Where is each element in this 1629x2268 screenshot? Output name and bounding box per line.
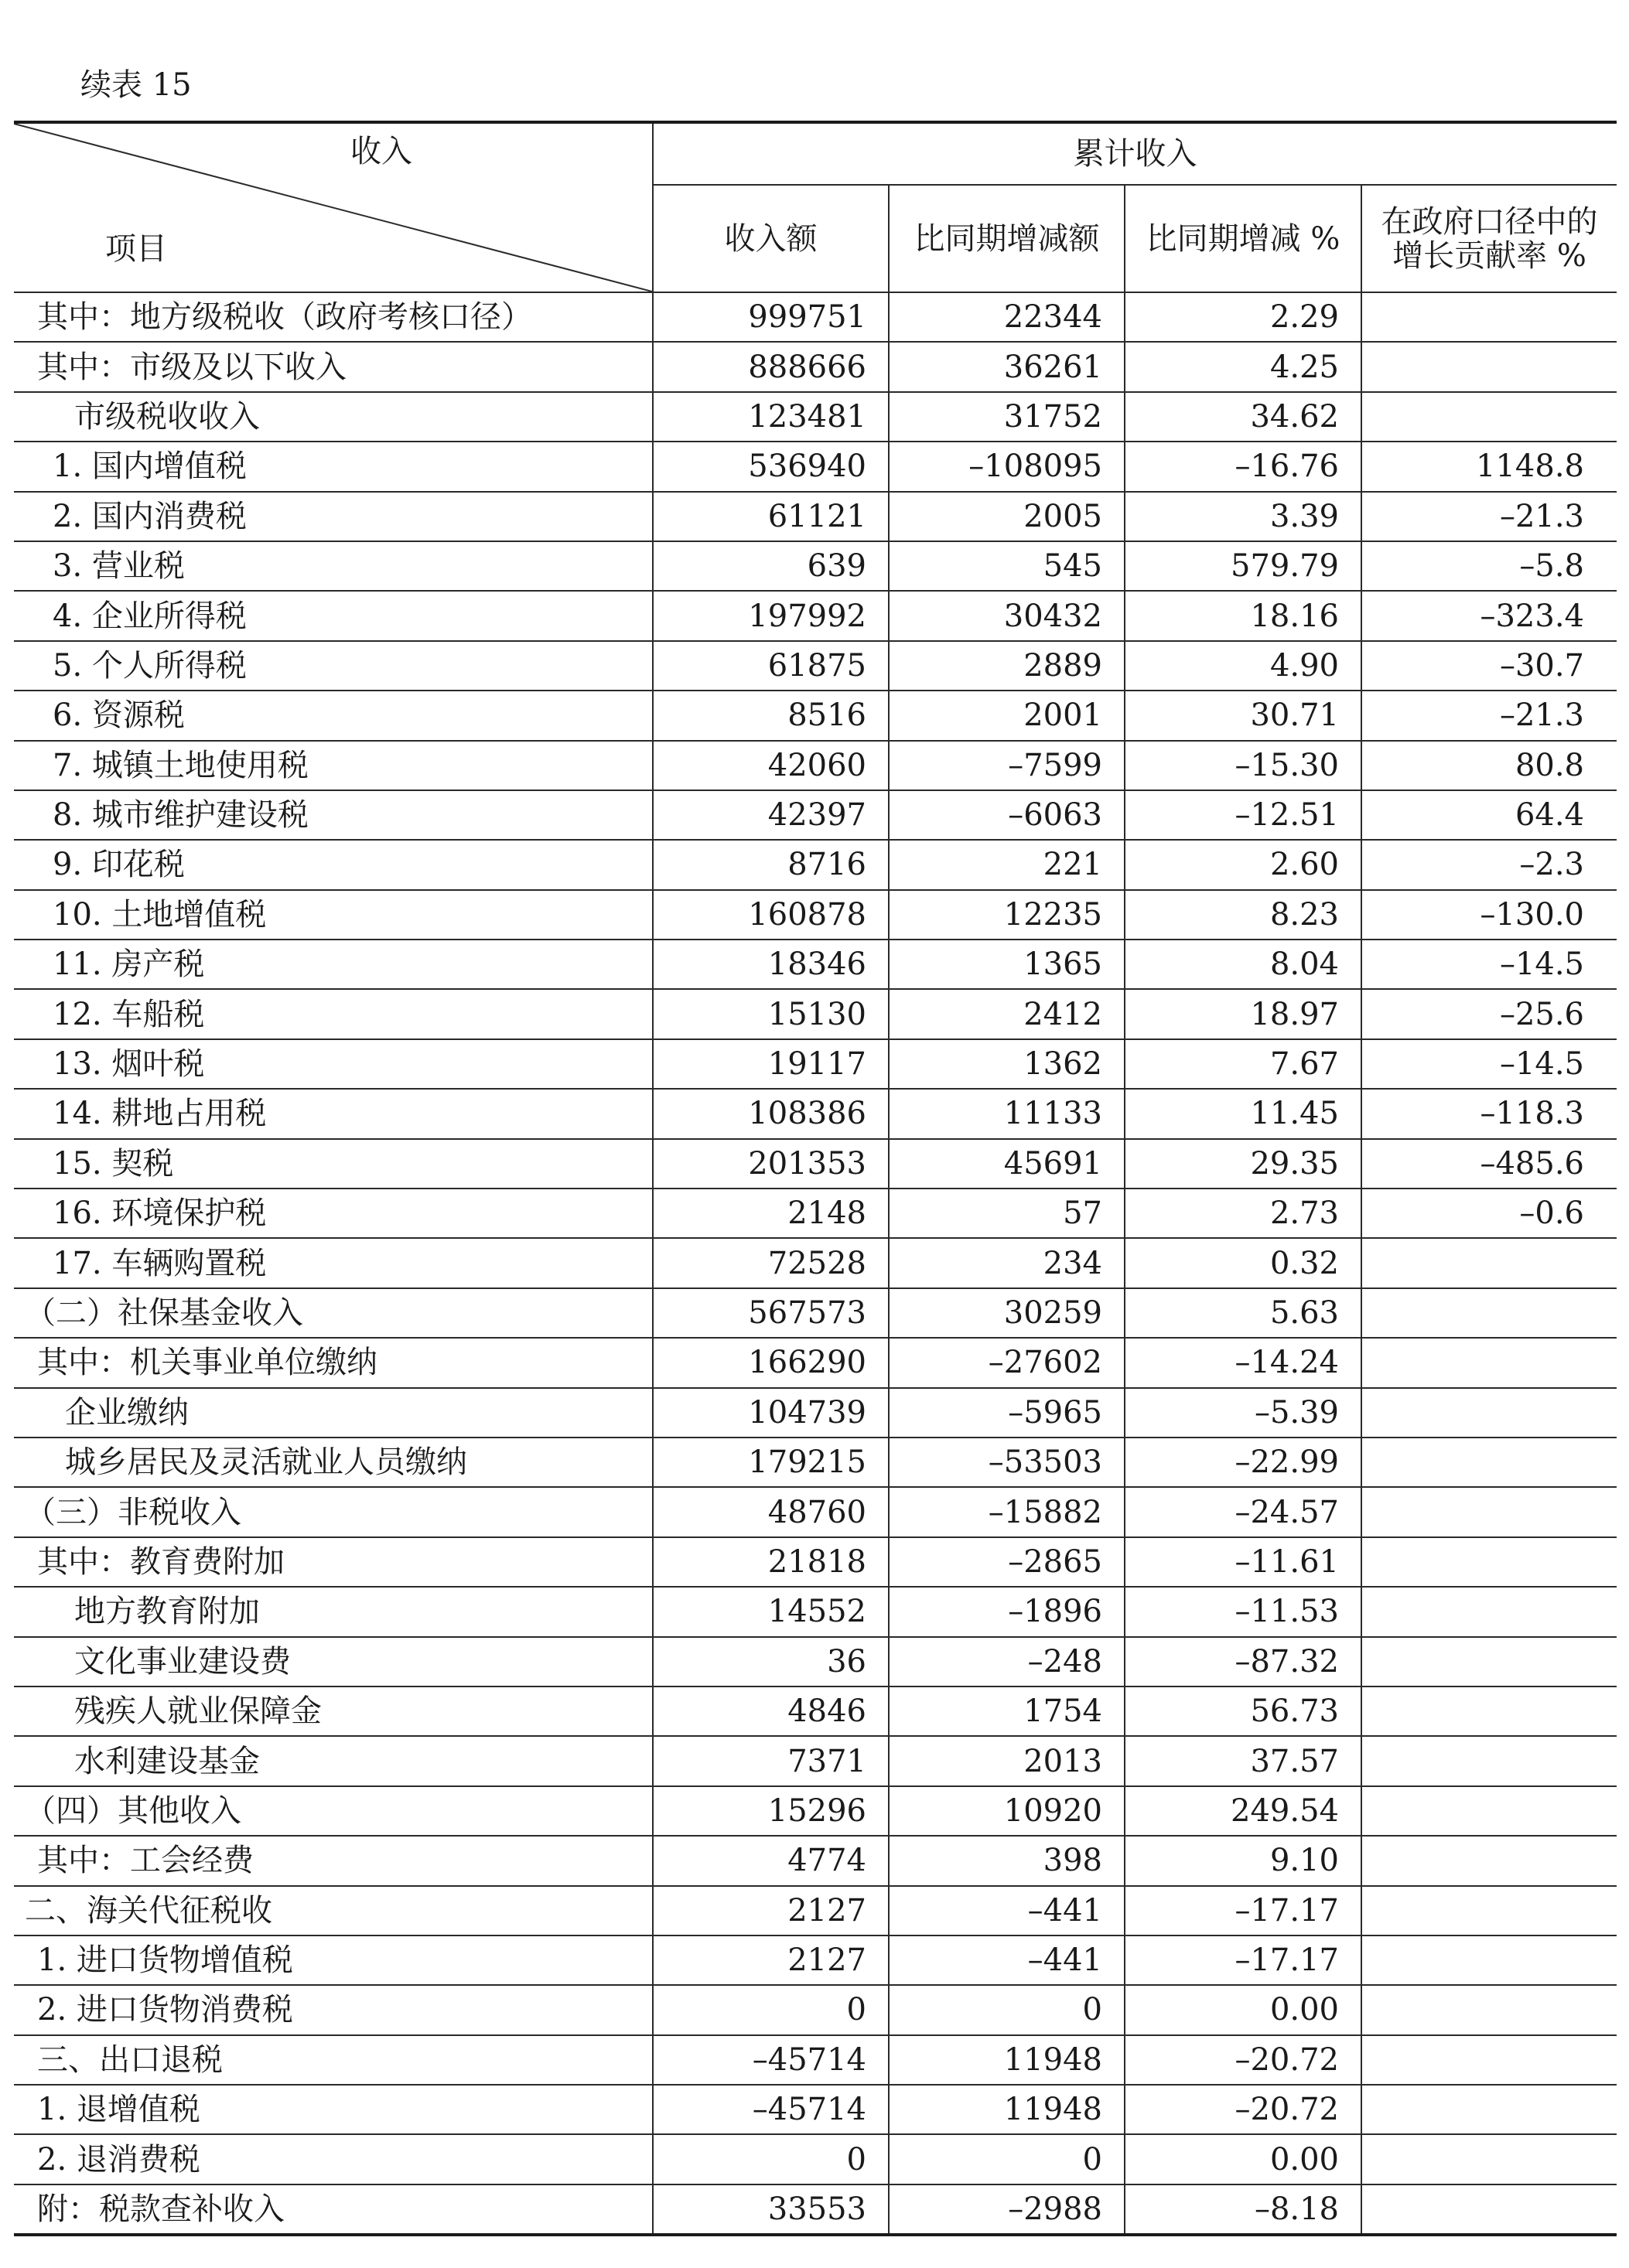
row-amount-cell: 2148: [653, 1189, 889, 1238]
row-name-cell: 4. 企业所得税: [14, 591, 653, 640]
row-pct-cell: 0.00: [1125, 2134, 1361, 2184]
row-change-cell: 2001: [889, 691, 1125, 740]
row-amount-cell: 48760: [653, 1487, 889, 1536]
table-row: [14, 1687, 1617, 1736]
row-name-cell: 企业缴纳: [14, 1388, 653, 1438]
row-name-cell: 文化事业建设费: [14, 1637, 653, 1687]
row-name-cell: 1. 国内增值税: [14, 442, 653, 491]
row-contribution-cell: [1361, 2035, 1617, 2085]
row-name-cell: 10. 土地增值税: [14, 890, 653, 940]
row-name-cell: 地方教育附加: [14, 1587, 653, 1636]
row-name-cell: 残疾人就业保障金: [14, 1687, 653, 1736]
row-contribution-cell: [1361, 292, 1617, 342]
row-contribution-cell: –14.5: [1361, 940, 1617, 989]
row-change-cell: 30432: [889, 591, 1125, 640]
row-contribution-cell: [1361, 1487, 1617, 1536]
row-name-cell: 16. 环境保护税: [14, 1189, 653, 1238]
row-amount-cell: 4774: [653, 1836, 889, 1885]
row-change-cell: –5965: [889, 1388, 1125, 1438]
row-change-cell: 0: [889, 1985, 1125, 2034]
row-contribution-cell: –118.3: [1361, 1089, 1617, 1138]
row-contribution-cell: 64.4: [1361, 790, 1617, 840]
row-name-cell: 3. 营业税: [14, 541, 653, 591]
row-contribution-cell: –485.6: [1361, 1139, 1617, 1189]
row-contribution-cell: [1361, 1388, 1617, 1438]
row-amount-cell: 61121: [653, 492, 889, 541]
table-row: [14, 1189, 1617, 1238]
row-name-cell: 6. 资源税: [14, 691, 653, 740]
row-pct-cell: 4.25: [1125, 342, 1361, 391]
corner-header-cell: [14, 122, 653, 292]
table-row: [14, 541, 1617, 591]
row-amount-cell: 14552: [653, 1587, 889, 1636]
row-pct-cell: 249.54: [1125, 1786, 1361, 1836]
table-row: [14, 840, 1617, 889]
row-amount-cell: 104739: [653, 1388, 889, 1438]
row-change-cell: –15882: [889, 1487, 1125, 1536]
table-row: [14, 641, 1617, 691]
row-amount-cell: 15130: [653, 989, 889, 1039]
row-change-cell: 2889: [889, 641, 1125, 691]
row-name-cell: 8. 城市维护建设税: [14, 790, 653, 840]
table-row: [14, 790, 1617, 840]
row-name-cell: 其中：市级及以下收入: [14, 342, 653, 391]
row-pct-cell: 7.67: [1125, 1039, 1361, 1089]
row-contribution-cell: [1361, 1587, 1617, 1636]
row-change-cell: 2013: [889, 1736, 1125, 1785]
col-header-amount: 收入额: [653, 185, 889, 292]
table-row: [14, 890, 1617, 940]
row-amount-cell: 2127: [653, 1886, 889, 1935]
row-contribution-cell: [1361, 1637, 1617, 1687]
row-name-cell: 市级税收收入: [14, 392, 653, 442]
cumulative-revenue-header: 累计收入: [653, 122, 1617, 185]
row-contribution-cell: [1361, 1786, 1617, 1836]
row-change-cell: –108095: [889, 442, 1125, 491]
corner-label-revenue: 收入: [350, 134, 412, 169]
row-pct-cell: 18.16: [1125, 591, 1361, 640]
row-pct-cell: –22.99: [1125, 1438, 1361, 1487]
row-amount-cell: 61875: [653, 641, 889, 691]
row-contribution-cell: [1361, 1288, 1617, 1338]
row-amount-cell: 7371: [653, 1736, 889, 1785]
table-row: [14, 292, 1617, 342]
row-name-cell: 2. 进口货物消费税: [14, 1985, 653, 2034]
row-name-cell: 城乡居民及灵活就业人员缴纳: [14, 1438, 653, 1487]
row-pct-cell: 18.97: [1125, 989, 1361, 1039]
row-amount-cell: 179215: [653, 1438, 889, 1487]
table-row: [14, 1736, 1617, 1785]
col-header-change: 比同期增减额: [889, 185, 1125, 292]
table-row: [14, 1039, 1617, 1089]
row-pct-cell: 8.04: [1125, 940, 1361, 989]
row-change-cell: 0: [889, 2134, 1125, 2184]
row-pct-cell: –24.57: [1125, 1487, 1361, 1536]
row-name-cell: 1. 退增值税: [14, 2085, 653, 2134]
table-row: [14, 1238, 1617, 1287]
corner-label-item: 项目: [105, 231, 167, 267]
row-contribution-cell: [1361, 1238, 1617, 1287]
table-row: [14, 1935, 1617, 1985]
row-amount-cell: 8716: [653, 840, 889, 889]
row-amount-cell: 201353: [653, 1139, 889, 1189]
row-amount-cell: 21818: [653, 1537, 889, 1587]
row-amount-cell: 19117: [653, 1039, 889, 1089]
row-amount-cell: –45714: [653, 2085, 889, 2134]
row-contribution-cell: 1148.8: [1361, 442, 1617, 491]
row-contribution-cell: –21.3: [1361, 492, 1617, 541]
table-row: [14, 1288, 1617, 1338]
row-change-cell: 2412: [889, 989, 1125, 1039]
table-row: [14, 591, 1617, 640]
table-body: [14, 292, 1617, 2235]
row-pct-cell: –17.17: [1125, 1886, 1361, 1935]
row-contribution-cell: [1361, 1687, 1617, 1736]
row-name-cell: （二）社保基金收入: [14, 1288, 653, 1338]
row-name-cell: 5. 个人所得税: [14, 641, 653, 691]
row-contribution-cell: [1361, 1935, 1617, 1985]
col-header-contribution-line2: 增长贡献率 %: [1392, 237, 1586, 274]
row-pct-cell: 5.63: [1125, 1288, 1361, 1338]
row-name-cell: 其中：教育费附加: [14, 1537, 653, 1587]
row-amount-cell: 536940: [653, 442, 889, 491]
table-row: [14, 691, 1617, 740]
row-contribution-cell: –130.0: [1361, 890, 1617, 940]
row-amount-cell: 42060: [653, 741, 889, 790]
row-amount-cell: 160878: [653, 890, 889, 940]
row-name-cell: 14. 耕地占用税: [14, 1089, 653, 1138]
row-change-cell: –441: [889, 1886, 1125, 1935]
row-pct-cell: –5.39: [1125, 1388, 1361, 1438]
row-change-cell: 1365: [889, 940, 1125, 989]
row-pct-cell: 29.35: [1125, 1139, 1361, 1189]
row-change-cell: 36261: [889, 342, 1125, 391]
row-amount-cell: 888666: [653, 342, 889, 391]
row-name-cell: 2. 退消费税: [14, 2134, 653, 2184]
row-contribution-cell: [1361, 1836, 1617, 1885]
row-name-cell: 15. 契税: [14, 1139, 653, 1189]
table-row: [14, 2035, 1617, 2085]
table-caption: 续表 15: [80, 67, 192, 103]
row-pct-cell: –16.76: [1125, 442, 1361, 491]
row-name-cell: 二、海关代征税收: [14, 1886, 653, 1935]
table-row: [14, 1836, 1617, 1885]
row-contribution-cell: [1361, 2085, 1617, 2134]
table-row: [14, 492, 1617, 541]
row-contribution-cell: [1361, 2134, 1617, 2184]
row-pct-cell: 30.71: [1125, 691, 1361, 740]
row-change-cell: –2988: [889, 2184, 1125, 2235]
row-amount-cell: 567573: [653, 1288, 889, 1338]
row-pct-cell: –20.72: [1125, 2085, 1361, 2134]
row-amount-cell: 108386: [653, 1089, 889, 1138]
table-row: [14, 2184, 1617, 2235]
row-name-cell: 9. 印花税: [14, 840, 653, 889]
row-amount-cell: 0: [653, 1985, 889, 2034]
row-contribution-cell: [1361, 342, 1617, 391]
table-row: [14, 1338, 1617, 1387]
row-name-cell: （三）非税收入: [14, 1487, 653, 1536]
row-contribution-cell: –14.5: [1361, 1039, 1617, 1089]
table-row: [14, 342, 1617, 391]
row-change-cell: 1754: [889, 1687, 1125, 1736]
revenue-table: [14, 121, 1617, 2236]
row-name-cell: 7. 城镇土地使用税: [14, 741, 653, 790]
table-row: [14, 741, 1617, 790]
row-name-cell: 17. 车辆购置税: [14, 1238, 653, 1287]
row-name-cell: 其中：机关事业单位缴纳: [14, 1338, 653, 1387]
row-amount-cell: 2127: [653, 1935, 889, 1985]
col-header-contribution-line1: 在政府口径中的: [1381, 203, 1598, 240]
row-contribution-cell: –30.7: [1361, 641, 1617, 691]
row-name-cell: 三、出口退税: [14, 2035, 653, 2085]
row-change-cell: 398: [889, 1836, 1125, 1885]
row-pct-cell: 0.00: [1125, 1985, 1361, 2034]
row-amount-cell: 15296: [653, 1786, 889, 1836]
table-row: [14, 1637, 1617, 1687]
row-amount-cell: 8516: [653, 691, 889, 740]
table-row: [14, 2134, 1617, 2184]
row-name-cell: 13. 烟叶税: [14, 1039, 653, 1089]
row-pct-cell: 8.23: [1125, 890, 1361, 940]
table-row: [14, 1886, 1617, 1935]
row-pct-cell: 3.39: [1125, 492, 1361, 541]
row-change-cell: 11133: [889, 1089, 1125, 1138]
row-change-cell: 30259: [889, 1288, 1125, 1338]
row-pct-cell: –12.51: [1125, 790, 1361, 840]
row-change-cell: –6063: [889, 790, 1125, 840]
row-change-cell: 10920: [889, 1786, 1125, 1836]
row-change-cell: –1896: [889, 1587, 1125, 1636]
row-contribution-cell: –25.6: [1361, 989, 1617, 1039]
row-pct-cell: 2.29: [1125, 292, 1361, 342]
row-amount-cell: 0: [653, 2134, 889, 2184]
table-row: [14, 1487, 1617, 1536]
table-row: [14, 940, 1617, 989]
row-name-cell: 其中：地方级税收（政府考核口径）: [14, 292, 653, 342]
row-pct-cell: –8.18: [1125, 2184, 1361, 2235]
row-pct-cell: 2.73: [1125, 1189, 1361, 1238]
row-pct-cell: –20.72: [1125, 2035, 1361, 2085]
row-change-cell: 234: [889, 1238, 1125, 1287]
table-header: [14, 122, 1617, 292]
row-contribution-cell: [1361, 1736, 1617, 1785]
row-pct-cell: –15.30: [1125, 741, 1361, 790]
row-change-cell: –441: [889, 1935, 1125, 1985]
row-amount-cell: 72528: [653, 1238, 889, 1287]
row-change-cell: 11948: [889, 2085, 1125, 2134]
row-name-cell: 1. 进口货物增值税: [14, 1935, 653, 1985]
table-row: [14, 1388, 1617, 1438]
col-header-pct: 比同期增减 %: [1125, 185, 1361, 292]
table-row: [14, 392, 1617, 442]
row-contribution-cell: [1361, 1438, 1617, 1487]
row-name-cell: 附：税款查补收入: [14, 2184, 653, 2235]
table-row: [14, 1786, 1617, 1836]
row-change-cell: 12235: [889, 890, 1125, 940]
row-contribution-cell: –0.6: [1361, 1189, 1617, 1238]
row-change-cell: –7599: [889, 741, 1125, 790]
row-pct-cell: 9.10: [1125, 1836, 1361, 1885]
row-name-cell: （四）其他收入: [14, 1786, 653, 1836]
row-contribution-cell: –5.8: [1361, 541, 1617, 591]
row-contribution-cell: [1361, 1537, 1617, 1587]
row-pct-cell: 2.60: [1125, 840, 1361, 889]
row-pct-cell: –11.53: [1125, 1587, 1361, 1636]
row-amount-cell: 123481: [653, 392, 889, 442]
table-row: [14, 1139, 1617, 1189]
row-name-cell: 2. 国内消费税: [14, 492, 653, 541]
row-amount-cell: 4846: [653, 1687, 889, 1736]
row-pct-cell: 579.79: [1125, 541, 1361, 591]
table-row: [14, 1438, 1617, 1487]
row-pct-cell: 11.45: [1125, 1089, 1361, 1138]
row-contribution-cell: 80.8: [1361, 741, 1617, 790]
row-amount-cell: 33553: [653, 2184, 889, 2235]
row-change-cell: 2005: [889, 492, 1125, 541]
row-change-cell: –2865: [889, 1537, 1125, 1587]
row-pct-cell: –17.17: [1125, 1935, 1361, 1985]
row-amount-cell: –45714: [653, 2035, 889, 2085]
row-amount-cell: 18346: [653, 940, 889, 989]
row-name-cell: 其中：工会经费: [14, 1836, 653, 1885]
row-change-cell: 31752: [889, 392, 1125, 442]
row-amount-cell: 639: [653, 541, 889, 591]
row-change-cell: 45691: [889, 1139, 1125, 1189]
row-change-cell: 11948: [889, 2035, 1125, 2085]
row-change-cell: 545: [889, 541, 1125, 591]
row-change-cell: 221: [889, 840, 1125, 889]
row-pct-cell: –87.32: [1125, 1637, 1361, 1687]
row-change-cell: –53503: [889, 1438, 1125, 1487]
row-contribution-cell: [1361, 1985, 1617, 2034]
table-row: [14, 989, 1617, 1039]
table-row: [14, 1587, 1617, 1636]
row-name-cell: 11. 房产税: [14, 940, 653, 989]
table-row: [14, 2085, 1617, 2134]
row-change-cell: 1362: [889, 1039, 1125, 1089]
row-amount-cell: 197992: [653, 591, 889, 640]
table-row: [14, 1089, 1617, 1138]
col-header-contribution: [1361, 185, 1617, 292]
table-row: [14, 1985, 1617, 2034]
row-name-cell: 水利建设基金: [14, 1736, 653, 1785]
row-change-cell: –248: [889, 1637, 1125, 1687]
row-contribution-cell: [1361, 2184, 1617, 2235]
row-contribution-cell: [1361, 1886, 1617, 1935]
row-contribution-cell: –2.3: [1361, 840, 1617, 889]
row-pct-cell: 0.32: [1125, 1238, 1361, 1287]
row-amount-cell: 36: [653, 1637, 889, 1687]
row-pct-cell: 34.62: [1125, 392, 1361, 442]
row-amount-cell: 42397: [653, 790, 889, 840]
row-pct-cell: –14.24: [1125, 1338, 1361, 1387]
row-contribution-cell: [1361, 1338, 1617, 1387]
row-contribution-cell: –323.4: [1361, 591, 1617, 640]
row-amount-cell: 166290: [653, 1338, 889, 1387]
row-contribution-cell: –21.3: [1361, 691, 1617, 740]
row-change-cell: –27602: [889, 1338, 1125, 1387]
row-change-cell: 57: [889, 1189, 1125, 1238]
row-pct-cell: 4.90: [1125, 641, 1361, 691]
row-pct-cell: –11.61: [1125, 1537, 1361, 1587]
row-pct-cell: 37.57: [1125, 1736, 1361, 1785]
row-change-cell: 22344: [889, 292, 1125, 342]
table-row: [14, 442, 1617, 491]
row-contribution-cell: [1361, 392, 1617, 442]
row-name-cell: 12. 车船税: [14, 989, 653, 1039]
row-amount-cell: 999751: [653, 292, 889, 342]
row-pct-cell: 56.73: [1125, 1687, 1361, 1736]
table-row: [14, 1537, 1617, 1587]
